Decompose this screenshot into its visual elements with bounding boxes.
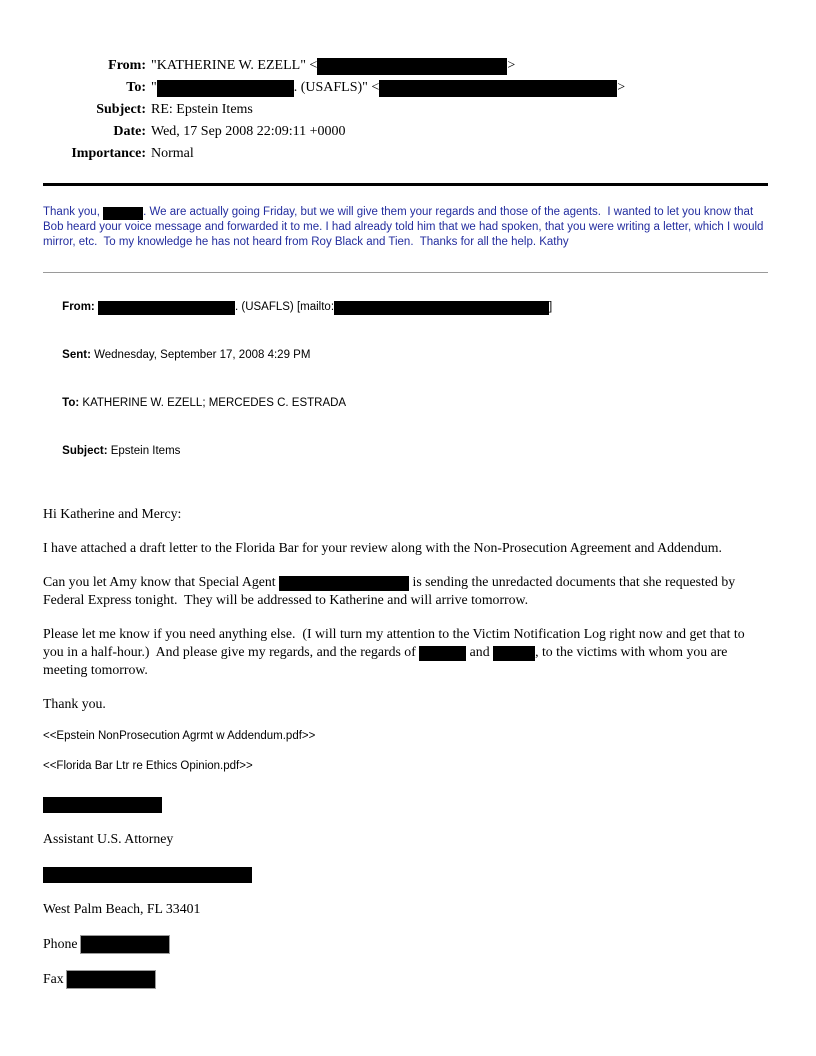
header-row-to [43, 77, 768, 99]
header-label-from: From: [108, 58, 146, 73]
signature-title-line: Assistant U.S. Attorney [43, 831, 174, 846]
email-body [43, 505, 768, 713]
attachment-ethics-pdf: <<Florida Bar Ltr re Ethics Opinion.pdf>> [43, 760, 253, 772]
quoted-row-sent [43, 331, 768, 379]
quoted-label-subject: Subject: [62, 445, 108, 457]
header-label-to: To: [126, 80, 146, 95]
redaction-bar [43, 867, 252, 883]
header-row-importance [43, 143, 768, 165]
quoted-label-from: From: [62, 301, 95, 313]
redaction-bar [43, 797, 162, 813]
redaction-bar [379, 80, 617, 97]
header-value-subject: RE: Epstein Items [151, 102, 253, 117]
attachment-list [43, 729, 768, 773]
redaction-bar [98, 301, 235, 315]
header-row-subject [43, 99, 768, 121]
redaction-bar [67, 971, 155, 988]
redaction-bar [279, 576, 409, 591]
header-label-importance: Importance: [71, 146, 146, 161]
email-header [43, 55, 768, 165]
attachment-npa-pdf: <<Epstein NonProsecution Agrmt w Addendum.pdf>> [43, 730, 316, 742]
redaction-bar [81, 936, 169, 953]
redaction-bar [419, 646, 466, 661]
quoted-email-header [43, 283, 768, 475]
header-value-from: "KATHERINE W. EZELL" < > [151, 58, 516, 73]
quoted-value-from: . (USAFLS) [mailto: ] [95, 301, 552, 313]
quoted-row-from [43, 283, 768, 331]
reply-message: Thank you, . We are actually going Friday, but we will give them your regards and those of the agents. I wanted to let you know that Bob heard your voice message and forwarded it to me. I had already told him that we had spoken, that you were writing a letter, which I would mirror, etc. To my knowledge he has not heard from Roy Black and Tien. Thanks for all the help. Kathy [43, 206, 767, 248]
header-value-importance: Normal [151, 146, 194, 161]
quoted-label-sent: Sent: [62, 349, 91, 361]
signature-name-line [43, 795, 768, 813]
header-label-subject: Subject: [96, 102, 146, 117]
body-greeting: Hi Katherine and Mercy: [43, 506, 182, 521]
header-divider [43, 183, 768, 186]
redaction-bar [317, 58, 507, 75]
quoted-label-to: To: [62, 397, 80, 409]
quoted-value-sent: Wednesday, September 17, 2008 4:29 PM [90, 349, 311, 361]
signature-city-line: West Palm Beach, FL 33401 [43, 901, 201, 916]
quoted-value-to: KATHERINE W. EZELL; MERCEDES C. ESTRADA [79, 397, 347, 409]
header-row-from [43, 55, 768, 77]
signature-phone-line: Phone [43, 935, 768, 953]
header-value-to: " . (USAFLS)" < > [151, 80, 626, 95]
header-value-date: Wed, 17 Sep 2008 22:09:11 +0000 [151, 124, 346, 139]
signature-fax-line: Fax [43, 970, 768, 988]
body-paragraph-attached: I have attached a draft letter to the Florida Bar for your review along with the Non-Prosecution Agreement and Addendum. [43, 540, 722, 555]
signature-address-line [43, 865, 768, 883]
redaction-bar [157, 80, 294, 97]
body-paragraph-agent: Can you let Amy know that Special Agent is sending the unredacted documents that she requested by Federal Express tonight. They will be addressed to Katherine and will arrive tomorrow. [43, 574, 739, 607]
quoted-divider [43, 272, 768, 273]
signature-block [43, 795, 768, 988]
body-paragraph-regards: Please let me know if you need anything else. (I will turn my attention to the Victim Notification Log right now and get that to you in a half-hour.) And please give my regards, and the regards of and , to the victims with whom you are meeting tomorrow. [43, 626, 749, 677]
header-label-date: Date: [113, 124, 146, 139]
body-thank-you: Thank you. [43, 696, 106, 711]
header-row-date [43, 121, 768, 143]
quoted-row-subject [43, 427, 768, 475]
quoted-value-subject: Epstein Items [107, 445, 181, 457]
redaction-bar [103, 207, 143, 220]
quoted-row-to [43, 379, 768, 427]
redaction-bar [493, 646, 535, 661]
redaction-bar [334, 301, 549, 315]
